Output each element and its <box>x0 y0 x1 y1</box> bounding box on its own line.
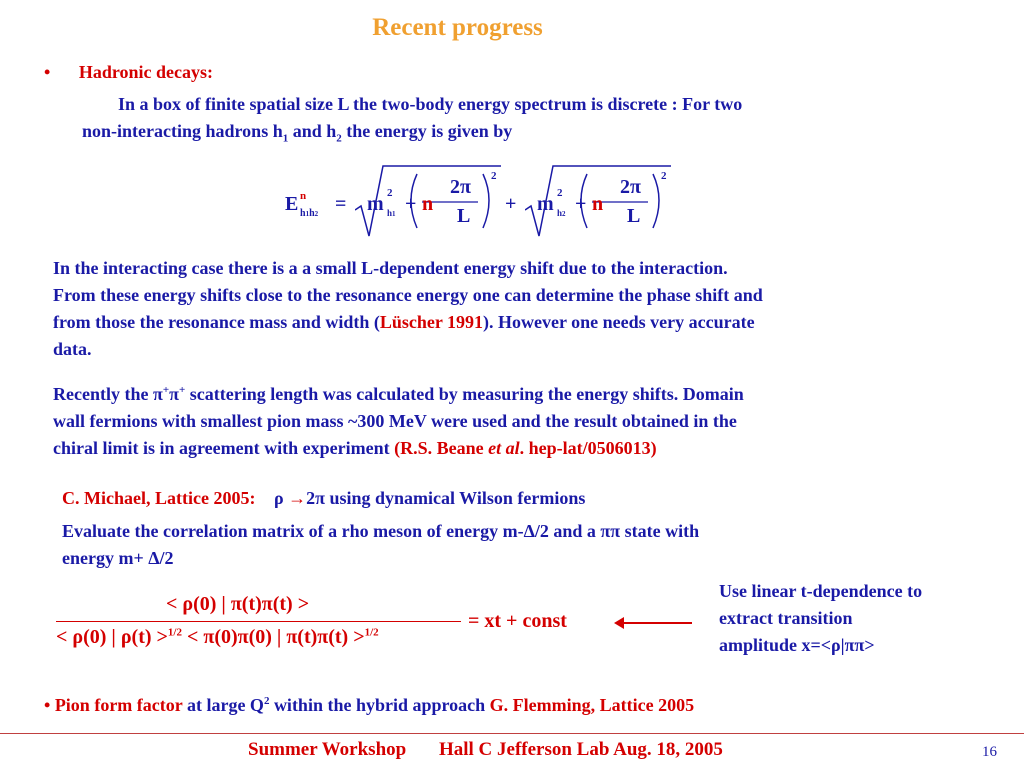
mass-h1-subscript: h1 <box>387 208 396 218</box>
mass-h2: m <box>537 193 554 215</box>
length-L-1: L <box>457 205 471 227</box>
scattering-line-1: Recently the π+π+ scattering length was calculated by measuring the energy shifts. Domain <box>53 384 744 404</box>
energy-subscript: h1h2 <box>300 208 319 219</box>
beane-reference: (R.S. Beane et al. hep-lat/0506013) <box>394 438 657 458</box>
pion-topic: Pion form factor <box>54 695 183 715</box>
square-2: 2 <box>661 170 667 182</box>
page-number: 16 <box>982 744 997 760</box>
interacting-line-3: from those the resonance mass and width (Lüscher 1991). However one needs very accurate <box>53 312 755 332</box>
interacting-line-1: In the interacting case there is a a small L-dependent energy shift due to the interaction. <box>53 258 728 278</box>
rho-symbol: ρ <box>273 488 289 508</box>
mass-h1: m <box>367 193 384 215</box>
scattering-paragraph <box>53 377 983 462</box>
ratio-numerator: < ρ(0) | π(t)π(t) > <box>166 593 310 615</box>
arrow-icon: → <box>288 488 307 508</box>
mass-h2-squared: 2 <box>557 187 563 199</box>
interacting-paragraph <box>53 255 983 363</box>
two-pi-1: 2π <box>450 176 471 198</box>
ratio-formula <box>56 593 616 663</box>
intro-line-2 <box>82 118 512 153</box>
michael-topic: 2π using dynamical Wilson fermions <box>306 488 586 508</box>
n-factor-1: n <box>422 193 434 215</box>
note-line-1: Use linear t-dependence to <box>719 581 923 601</box>
square-1: 2 <box>491 170 497 182</box>
sub-2: 2 <box>336 132 342 145</box>
sub-1: 1 <box>282 132 289 145</box>
ratio-denominator: < ρ(0) | ρ(t) >$^{1/2}$ < π(0)π(0) | π(t)π(t) >$^{1/2}$ <box>56 626 379 648</box>
michael-heading <box>62 485 585 512</box>
intro-line-1: In a box of finite spatial size L the two-body energy spectrum is discrete : For two <box>118 94 743 114</box>
length-L-2: L <box>627 205 641 227</box>
fraction-bar <box>56 621 461 622</box>
intro-text-b: and h <box>288 121 337 141</box>
left-arrow-icon <box>614 616 694 630</box>
interacting-line-4: data. <box>53 339 92 359</box>
energy-symbol: E <box>285 193 299 215</box>
energy-superscript-n: n <box>300 190 307 202</box>
note-line-2: extract transition <box>719 608 853 628</box>
slide-title: Recent progress <box>372 14 543 41</box>
luscher-reference: Lüscher 1991 <box>379 312 484 332</box>
flemming-reference: G. Flemming, Lattice 2005 <box>489 695 695 715</box>
plus-1: + <box>405 193 417 215</box>
plus-middle: + <box>505 193 517 215</box>
pion-form-factor-line: • Pion form factor at large $Q^2$ within the hybrid approach G. Flemming, Lattice 2005 <box>44 695 695 715</box>
bullet-dot: • <box>44 62 51 82</box>
footer-text <box>248 739 723 761</box>
bullet-hadronic <box>44 62 213 83</box>
intro-text-c: the energy is given by <box>341 121 513 141</box>
michael-line-3: energy m+ Δ/2 <box>62 548 174 568</box>
interacting-line-2: From these energy shifts close to the resonance energy one can determine the phase shift and <box>53 285 763 305</box>
plus-2: + <box>575 193 587 215</box>
footer-place-date: Hall C Jefferson Lab Aug. 18, 2005 <box>438 739 723 760</box>
bullet-dot-2: • <box>44 695 51 715</box>
equals-sign: = <box>335 193 347 215</box>
michael-line-2: Evaluate the correlation matrix of a rho meson of energy m-Δ/2 and a ππ state with <box>62 521 700 541</box>
hadronic-heading: Hadronic decays: <box>78 62 213 82</box>
transition-note <box>719 578 922 659</box>
mass-h1-squared: 2 <box>387 187 393 199</box>
michael-reference: C. Michael, Lattice 2005: <box>62 488 256 508</box>
ratio-rhs: = xt + const <box>468 610 567 632</box>
two-pi-2: 2π <box>620 176 641 198</box>
energy-formula <box>285 160 705 240</box>
mass-h2-subscript: h2 <box>557 208 566 218</box>
footer-divider <box>0 733 1024 734</box>
note-line-3: amplitude x=<ρ|ππ> <box>719 635 875 655</box>
footer-workshop: Summer Workshop <box>248 739 407 760</box>
scattering-line-2: wall fermions with smallest pion mass ~300 MeV were used and the result obtained in the <box>53 411 737 431</box>
n-factor-2: n <box>592 193 604 215</box>
intro-text-a: non-interacting hadrons h <box>82 121 283 141</box>
scattering-line-3: chiral limit is in agreement with experiment (R.S. Beane et al. hep-lat/0506013) <box>53 438 657 458</box>
